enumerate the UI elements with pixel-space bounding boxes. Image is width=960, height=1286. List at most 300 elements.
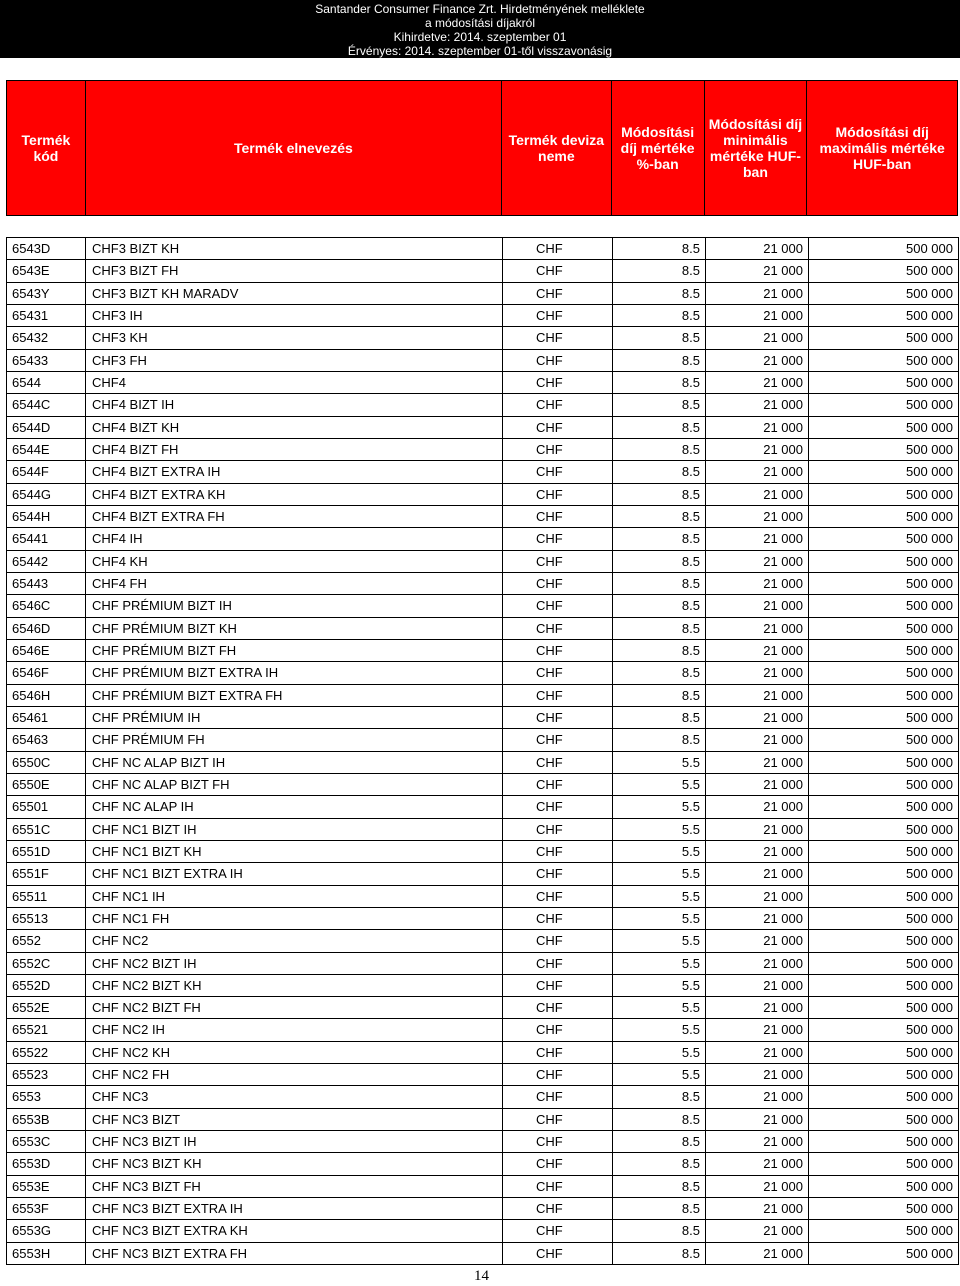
table-row xyxy=(7,1243,959,1265)
cell-currency: CHF xyxy=(503,685,613,707)
cell-currency: CHF xyxy=(503,595,613,617)
cell-min: 21 000 xyxy=(706,1220,809,1242)
cell-code: 6546C xyxy=(7,595,86,617)
cell-max: 500 000 xyxy=(809,1019,959,1041)
cell-percent: 5.5 xyxy=(613,997,706,1019)
cell-min: 21 000 xyxy=(706,841,809,863)
cell-code: 65431 xyxy=(7,305,86,327)
cell-currency: CHF xyxy=(503,506,613,528)
cell-min: 21 000 xyxy=(706,997,809,1019)
cell-max: 500 000 xyxy=(809,350,959,372)
cell-code: 65501 xyxy=(7,796,86,818)
cell-percent: 5.5 xyxy=(613,1019,706,1041)
cell-percent: 8.5 xyxy=(613,573,706,595)
cell-currency: CHF xyxy=(503,573,613,595)
cell-percent: 8.5 xyxy=(613,640,706,662)
cell-min: 21 000 xyxy=(706,350,809,372)
cell-currency: CHF xyxy=(503,461,613,483)
cell-percent: 8.5 xyxy=(613,1198,706,1220)
cell-percent: 5.5 xyxy=(613,863,706,885)
cell-currency: CHF xyxy=(503,372,613,394)
cell-code: 6553C xyxy=(7,1131,86,1153)
cell-code: 65511 xyxy=(7,886,86,908)
cell-name: CHF NC1 BIZT EXTRA IH xyxy=(86,863,503,885)
table-row xyxy=(7,707,959,729)
table-row xyxy=(7,283,959,305)
cell-min: 21 000 xyxy=(706,260,809,282)
cell-currency: CHF xyxy=(503,1176,613,1198)
cell-name: CHF NC1 IH xyxy=(86,886,503,908)
cell-code: 6552E xyxy=(7,997,86,1019)
cell-code: 6550C xyxy=(7,752,86,774)
cell-name: CHF NC ALAP BIZT FH xyxy=(86,774,503,796)
cell-currency: CHF xyxy=(503,1042,613,1064)
cell-min: 21 000 xyxy=(706,819,809,841)
cell-max: 500 000 xyxy=(809,886,959,908)
table-row xyxy=(7,1042,959,1064)
table-row xyxy=(7,930,959,952)
cell-currency: CHF xyxy=(503,707,613,729)
cell-name: CHF4 BIZT KH xyxy=(86,417,503,439)
cell-max: 500 000 xyxy=(809,327,959,349)
cell-code: 65441 xyxy=(7,528,86,550)
header-line-3: Kihirdetve: 2014. szeptember 01 xyxy=(393,30,567,44)
cell-name: CHF4 BIZT EXTRA KH xyxy=(86,484,503,506)
column-header-code: Termék kód xyxy=(7,81,86,215)
cell-currency: CHF xyxy=(503,752,613,774)
cell-currency: CHF xyxy=(503,729,613,751)
cell-name: CHF4 BIZT EXTRA IH xyxy=(86,461,503,483)
cell-name: CHF NC2 IH xyxy=(86,1019,503,1041)
cell-percent: 8.5 xyxy=(613,528,706,550)
cell-name: CHF3 FH xyxy=(86,350,503,372)
cell-percent: 8.5 xyxy=(613,394,706,416)
cell-percent: 8.5 xyxy=(613,595,706,617)
table-row xyxy=(7,1220,959,1242)
cell-max: 500 000 xyxy=(809,796,959,818)
table-row xyxy=(7,1064,959,1086)
cell-code: 6543D xyxy=(7,238,86,260)
cell-max: 500 000 xyxy=(809,484,959,506)
column-header-currency: Termék deviza neme xyxy=(502,81,612,215)
cell-percent: 8.5 xyxy=(613,662,706,684)
cell-max: 500 000 xyxy=(809,908,959,930)
cell-percent: 5.5 xyxy=(613,953,706,975)
cell-name: CHF PRÉMIUM BIZT EXTRA IH xyxy=(86,662,503,684)
cell-max: 500 000 xyxy=(809,439,959,461)
cell-max: 500 000 xyxy=(809,1086,959,1108)
cell-name: CHF3 KH xyxy=(86,327,503,349)
cell-currency: CHF xyxy=(503,484,613,506)
cell-min: 21 000 xyxy=(706,305,809,327)
cell-currency: CHF xyxy=(503,774,613,796)
cell-percent: 5.5 xyxy=(613,774,706,796)
cell-currency: CHF xyxy=(503,350,613,372)
cell-code: 6546H xyxy=(7,685,86,707)
cell-percent: 8.5 xyxy=(613,350,706,372)
cell-min: 21 000 xyxy=(706,1019,809,1041)
table-row xyxy=(7,908,959,930)
cell-code: 6551F xyxy=(7,863,86,885)
cell-currency: CHF xyxy=(503,1153,613,1175)
cell-code: 65443 xyxy=(7,573,86,595)
cell-max: 500 000 xyxy=(809,417,959,439)
cell-max: 500 000 xyxy=(809,573,959,595)
cell-percent: 8.5 xyxy=(613,439,706,461)
cell-percent: 5.5 xyxy=(613,796,706,818)
cell-percent: 8.5 xyxy=(613,618,706,640)
table-row xyxy=(7,439,959,461)
cell-max: 500 000 xyxy=(809,841,959,863)
cell-name: CHF NC2 xyxy=(86,930,503,952)
table-row xyxy=(7,729,959,751)
cell-min: 21 000 xyxy=(706,439,809,461)
table-row xyxy=(7,417,959,439)
cell-percent: 5.5 xyxy=(613,1042,706,1064)
cell-min: 21 000 xyxy=(706,1176,809,1198)
table-row xyxy=(7,551,959,573)
cell-percent: 8.5 xyxy=(613,372,706,394)
table-row xyxy=(7,618,959,640)
cell-code: 65513 xyxy=(7,908,86,930)
cell-max: 500 000 xyxy=(809,1198,959,1220)
cell-currency: CHF xyxy=(503,908,613,930)
cell-currency: CHF xyxy=(503,1109,613,1131)
cell-percent: 8.5 xyxy=(613,707,706,729)
cell-max: 500 000 xyxy=(809,819,959,841)
cell-min: 21 000 xyxy=(706,752,809,774)
cell-currency: CHF xyxy=(503,551,613,573)
cell-percent: 5.5 xyxy=(613,886,706,908)
table-row xyxy=(7,752,959,774)
cell-code: 6551C xyxy=(7,819,86,841)
table-row xyxy=(7,1176,959,1198)
cell-code: 6551D xyxy=(7,841,86,863)
cell-code: 65523 xyxy=(7,1064,86,1086)
table-row xyxy=(7,975,959,997)
header-line-2: a módosítási díjakról xyxy=(424,16,536,30)
cell-code: 6553E xyxy=(7,1176,86,1198)
table-row xyxy=(7,796,959,818)
fee-table xyxy=(6,237,959,1265)
cell-max: 500 000 xyxy=(809,662,959,684)
table-row xyxy=(7,841,959,863)
table-row xyxy=(7,595,959,617)
cell-currency: CHF xyxy=(503,1220,613,1242)
cell-name: CHF NC2 BIZT IH xyxy=(86,953,503,975)
page-number: 14 xyxy=(474,1268,489,1284)
cell-name: CHF3 BIZT KH MARADV xyxy=(86,283,503,305)
table-row xyxy=(7,1198,959,1220)
cell-percent: 8.5 xyxy=(613,506,706,528)
cell-percent: 5.5 xyxy=(613,819,706,841)
cell-name: CHF PRÉMIUM BIZT IH xyxy=(86,595,503,617)
cell-percent: 8.5 xyxy=(613,283,706,305)
cell-max: 500 000 xyxy=(809,953,959,975)
cell-currency: CHF xyxy=(503,394,613,416)
cell-currency: CHF xyxy=(503,1243,613,1265)
table-row xyxy=(7,1019,959,1041)
cell-percent: 5.5 xyxy=(613,930,706,952)
cell-percent: 8.5 xyxy=(613,461,706,483)
cell-percent: 5.5 xyxy=(613,1064,706,1086)
cell-currency: CHF xyxy=(503,1198,613,1220)
cell-name: CHF NC3 BIZT EXTRA IH xyxy=(86,1198,503,1220)
cell-min: 21 000 xyxy=(706,1042,809,1064)
cell-max: 500 000 xyxy=(809,506,959,528)
table-row xyxy=(7,1086,959,1108)
cell-max: 500 000 xyxy=(809,283,959,305)
cell-name: CHF4 FH xyxy=(86,573,503,595)
cell-code: 6546F xyxy=(7,662,86,684)
table-row xyxy=(7,1109,959,1131)
table-row xyxy=(7,528,959,550)
table-row xyxy=(7,372,959,394)
cell-min: 21 000 xyxy=(706,1064,809,1086)
cell-code: 6553G xyxy=(7,1220,86,1242)
table-row xyxy=(7,1153,959,1175)
cell-name: CHF4 BIZT EXTRA FH xyxy=(86,506,503,528)
cell-percent: 8.5 xyxy=(613,1109,706,1131)
cell-currency: CHF xyxy=(503,930,613,952)
cell-min: 21 000 xyxy=(706,863,809,885)
cell-code: 6553D xyxy=(7,1153,86,1175)
cell-percent: 8.5 xyxy=(613,238,706,260)
cell-name: CHF3 BIZT FH xyxy=(86,260,503,282)
cell-min: 21 000 xyxy=(706,930,809,952)
cell-code: 6544 xyxy=(7,372,86,394)
cell-min: 21 000 xyxy=(706,417,809,439)
cell-min: 21 000 xyxy=(706,528,809,550)
cell-max: 500 000 xyxy=(809,1109,959,1131)
cell-name: CHF NC3 BIZT EXTRA FH xyxy=(86,1243,503,1265)
cell-code: 6546D xyxy=(7,618,86,640)
table-row xyxy=(7,260,959,282)
cell-percent: 8.5 xyxy=(613,417,706,439)
cell-percent: 8.5 xyxy=(613,1220,706,1242)
column-header-percent: Módosítási díj mértéke %-ban xyxy=(612,81,705,215)
cell-percent: 8.5 xyxy=(613,1243,706,1265)
cell-name: CHF PRÉMIUM BIZT KH xyxy=(86,618,503,640)
cell-currency: CHF xyxy=(503,283,613,305)
cell-code: 6552C xyxy=(7,953,86,975)
cell-code: 65442 xyxy=(7,551,86,573)
cell-percent: 8.5 xyxy=(613,260,706,282)
cell-max: 500 000 xyxy=(809,260,959,282)
cell-name: CHF NC3 BIZT xyxy=(86,1109,503,1131)
cell-currency: CHF xyxy=(503,238,613,260)
cell-name: CHF NC1 BIZT KH xyxy=(86,841,503,863)
table-row xyxy=(7,863,959,885)
cell-percent: 8.5 xyxy=(613,1176,706,1198)
table-row xyxy=(7,305,959,327)
cell-name: CHF3 IH xyxy=(86,305,503,327)
cell-name: CHF4 xyxy=(86,372,503,394)
cell-currency: CHF xyxy=(503,997,613,1019)
cell-min: 21 000 xyxy=(706,662,809,684)
cell-min: 21 000 xyxy=(706,595,809,617)
document-header xyxy=(0,0,960,58)
table-row xyxy=(7,640,959,662)
cell-code: 6543E xyxy=(7,260,86,282)
cell-currency: CHF xyxy=(503,1019,613,1041)
cell-min: 21 000 xyxy=(706,238,809,260)
cell-max: 500 000 xyxy=(809,1243,959,1265)
cell-max: 500 000 xyxy=(809,640,959,662)
table-row xyxy=(7,997,959,1019)
cell-min: 21 000 xyxy=(706,551,809,573)
cell-max: 500 000 xyxy=(809,551,959,573)
cell-currency: CHF xyxy=(503,886,613,908)
cell-max: 500 000 xyxy=(809,930,959,952)
cell-min: 21 000 xyxy=(706,573,809,595)
cell-name: CHF NC1 BIZT IH xyxy=(86,819,503,841)
cell-min: 21 000 xyxy=(706,796,809,818)
table-row xyxy=(7,685,959,707)
cell-code: 6553H xyxy=(7,1243,86,1265)
cell-name: CHF NC3 BIZT IH xyxy=(86,1131,503,1153)
cell-min: 21 000 xyxy=(706,372,809,394)
cell-min: 21 000 xyxy=(706,685,809,707)
table-row xyxy=(7,327,959,349)
cell-name: CHF NC2 BIZT FH xyxy=(86,997,503,1019)
cell-name: CHF NC2 BIZT KH xyxy=(86,975,503,997)
cell-currency: CHF xyxy=(503,618,613,640)
header-line-1: Santander Consumer Finance Zrt. Hirdetményének melléklete xyxy=(315,2,645,16)
cell-percent: 8.5 xyxy=(613,327,706,349)
cell-name: CHF4 IH xyxy=(86,528,503,550)
cell-code: 6544H xyxy=(7,506,86,528)
cell-name: CHF PRÉMIUM BIZT EXTRA FH xyxy=(86,685,503,707)
cell-currency: CHF xyxy=(503,305,613,327)
cell-currency: CHF xyxy=(503,841,613,863)
cell-min: 21 000 xyxy=(706,908,809,930)
cell-max: 500 000 xyxy=(809,1220,959,1242)
cell-currency: CHF xyxy=(503,819,613,841)
cell-percent: 5.5 xyxy=(613,752,706,774)
table-row xyxy=(7,394,959,416)
cell-name: CHF NC ALAP IH xyxy=(86,796,503,818)
cell-min: 21 000 xyxy=(706,729,809,751)
cell-currency: CHF xyxy=(503,1064,613,1086)
cell-code: 6543Y xyxy=(7,283,86,305)
column-header-name: Termék elnevezés xyxy=(86,81,502,215)
cell-currency: CHF xyxy=(503,640,613,662)
table-row xyxy=(7,819,959,841)
cell-code: 6552 xyxy=(7,930,86,952)
cell-code: 6546E xyxy=(7,640,86,662)
table-row xyxy=(7,886,959,908)
cell-name: CHF4 KH xyxy=(86,551,503,573)
column-header-max: Módosítási díj maximális mértéke HUF-ban xyxy=(819,124,945,172)
cell-code: 6550E xyxy=(7,774,86,796)
cell-name: CHF NC2 FH xyxy=(86,1064,503,1086)
cell-code: 6553F xyxy=(7,1198,86,1220)
cell-max: 500 000 xyxy=(809,1131,959,1153)
cell-percent: 5.5 xyxy=(613,908,706,930)
cell-percent: 5.5 xyxy=(613,975,706,997)
cell-currency: CHF xyxy=(503,1131,613,1153)
cell-name: CHF PRÉMIUM BIZT FH xyxy=(86,640,503,662)
cell-percent: 8.5 xyxy=(613,1131,706,1153)
table-row xyxy=(7,573,959,595)
cell-min: 21 000 xyxy=(706,953,809,975)
cell-percent: 8.5 xyxy=(613,1086,706,1108)
table-row xyxy=(7,1131,959,1153)
cell-min: 21 000 xyxy=(706,1109,809,1131)
cell-currency: CHF xyxy=(503,528,613,550)
cell-min: 21 000 xyxy=(706,394,809,416)
table-row xyxy=(7,662,959,684)
cell-code: 65461 xyxy=(7,707,86,729)
cell-currency: CHF xyxy=(503,953,613,975)
table-row xyxy=(7,461,959,483)
cell-max: 500 000 xyxy=(809,685,959,707)
cell-max: 500 000 xyxy=(809,752,959,774)
cell-max: 500 000 xyxy=(809,975,959,997)
cell-max: 500 000 xyxy=(809,618,959,640)
cell-max: 500 000 xyxy=(809,305,959,327)
cell-max: 500 000 xyxy=(809,1042,959,1064)
cell-max: 500 000 xyxy=(809,1176,959,1198)
cell-min: 21 000 xyxy=(706,1153,809,1175)
cell-min: 21 000 xyxy=(706,461,809,483)
cell-name: CHF3 BIZT KH xyxy=(86,238,503,260)
cell-code: 65432 xyxy=(7,327,86,349)
cell-currency: CHF xyxy=(503,417,613,439)
cell-name: CHF NC3 BIZT EXTRA KH xyxy=(86,1220,503,1242)
cell-currency: CHF xyxy=(503,439,613,461)
cell-code: 6544E xyxy=(7,439,86,461)
cell-currency: CHF xyxy=(503,863,613,885)
cell-max: 500 000 xyxy=(809,707,959,729)
cell-currency: CHF xyxy=(503,662,613,684)
cell-min: 21 000 xyxy=(706,484,809,506)
cell-percent: 5.5 xyxy=(613,841,706,863)
cell-max: 500 000 xyxy=(809,863,959,885)
cell-max: 500 000 xyxy=(809,372,959,394)
cell-percent: 8.5 xyxy=(613,484,706,506)
cell-code: 6553 xyxy=(7,1086,86,1108)
cell-max: 500 000 xyxy=(809,461,959,483)
cell-max: 500 000 xyxy=(809,394,959,416)
cell-name: CHF4 BIZT IH xyxy=(86,394,503,416)
cell-code: 6552D xyxy=(7,975,86,997)
cell-currency: CHF xyxy=(503,260,613,282)
cell-min: 21 000 xyxy=(706,886,809,908)
table-row xyxy=(7,506,959,528)
cell-code: 65522 xyxy=(7,1042,86,1064)
table-row xyxy=(7,774,959,796)
cell-min: 21 000 xyxy=(706,506,809,528)
cell-name: CHF NC3 xyxy=(86,1086,503,1108)
cell-code: 6544G xyxy=(7,484,86,506)
cell-max: 500 000 xyxy=(809,1064,959,1086)
cell-max: 500 000 xyxy=(809,595,959,617)
cell-percent: 8.5 xyxy=(613,1153,706,1175)
cell-max: 500 000 xyxy=(809,729,959,751)
cell-min: 21 000 xyxy=(706,1131,809,1153)
cell-currency: CHF xyxy=(503,975,613,997)
cell-name: CHF NC1 FH xyxy=(86,908,503,930)
cell-currency: CHF xyxy=(503,796,613,818)
cell-percent: 8.5 xyxy=(613,729,706,751)
cell-name: CHF NC ALAP BIZT IH xyxy=(86,752,503,774)
cell-max: 500 000 xyxy=(809,774,959,796)
cell-percent: 8.5 xyxy=(613,551,706,573)
cell-currency: CHF xyxy=(503,1086,613,1108)
cell-min: 21 000 xyxy=(706,1086,809,1108)
